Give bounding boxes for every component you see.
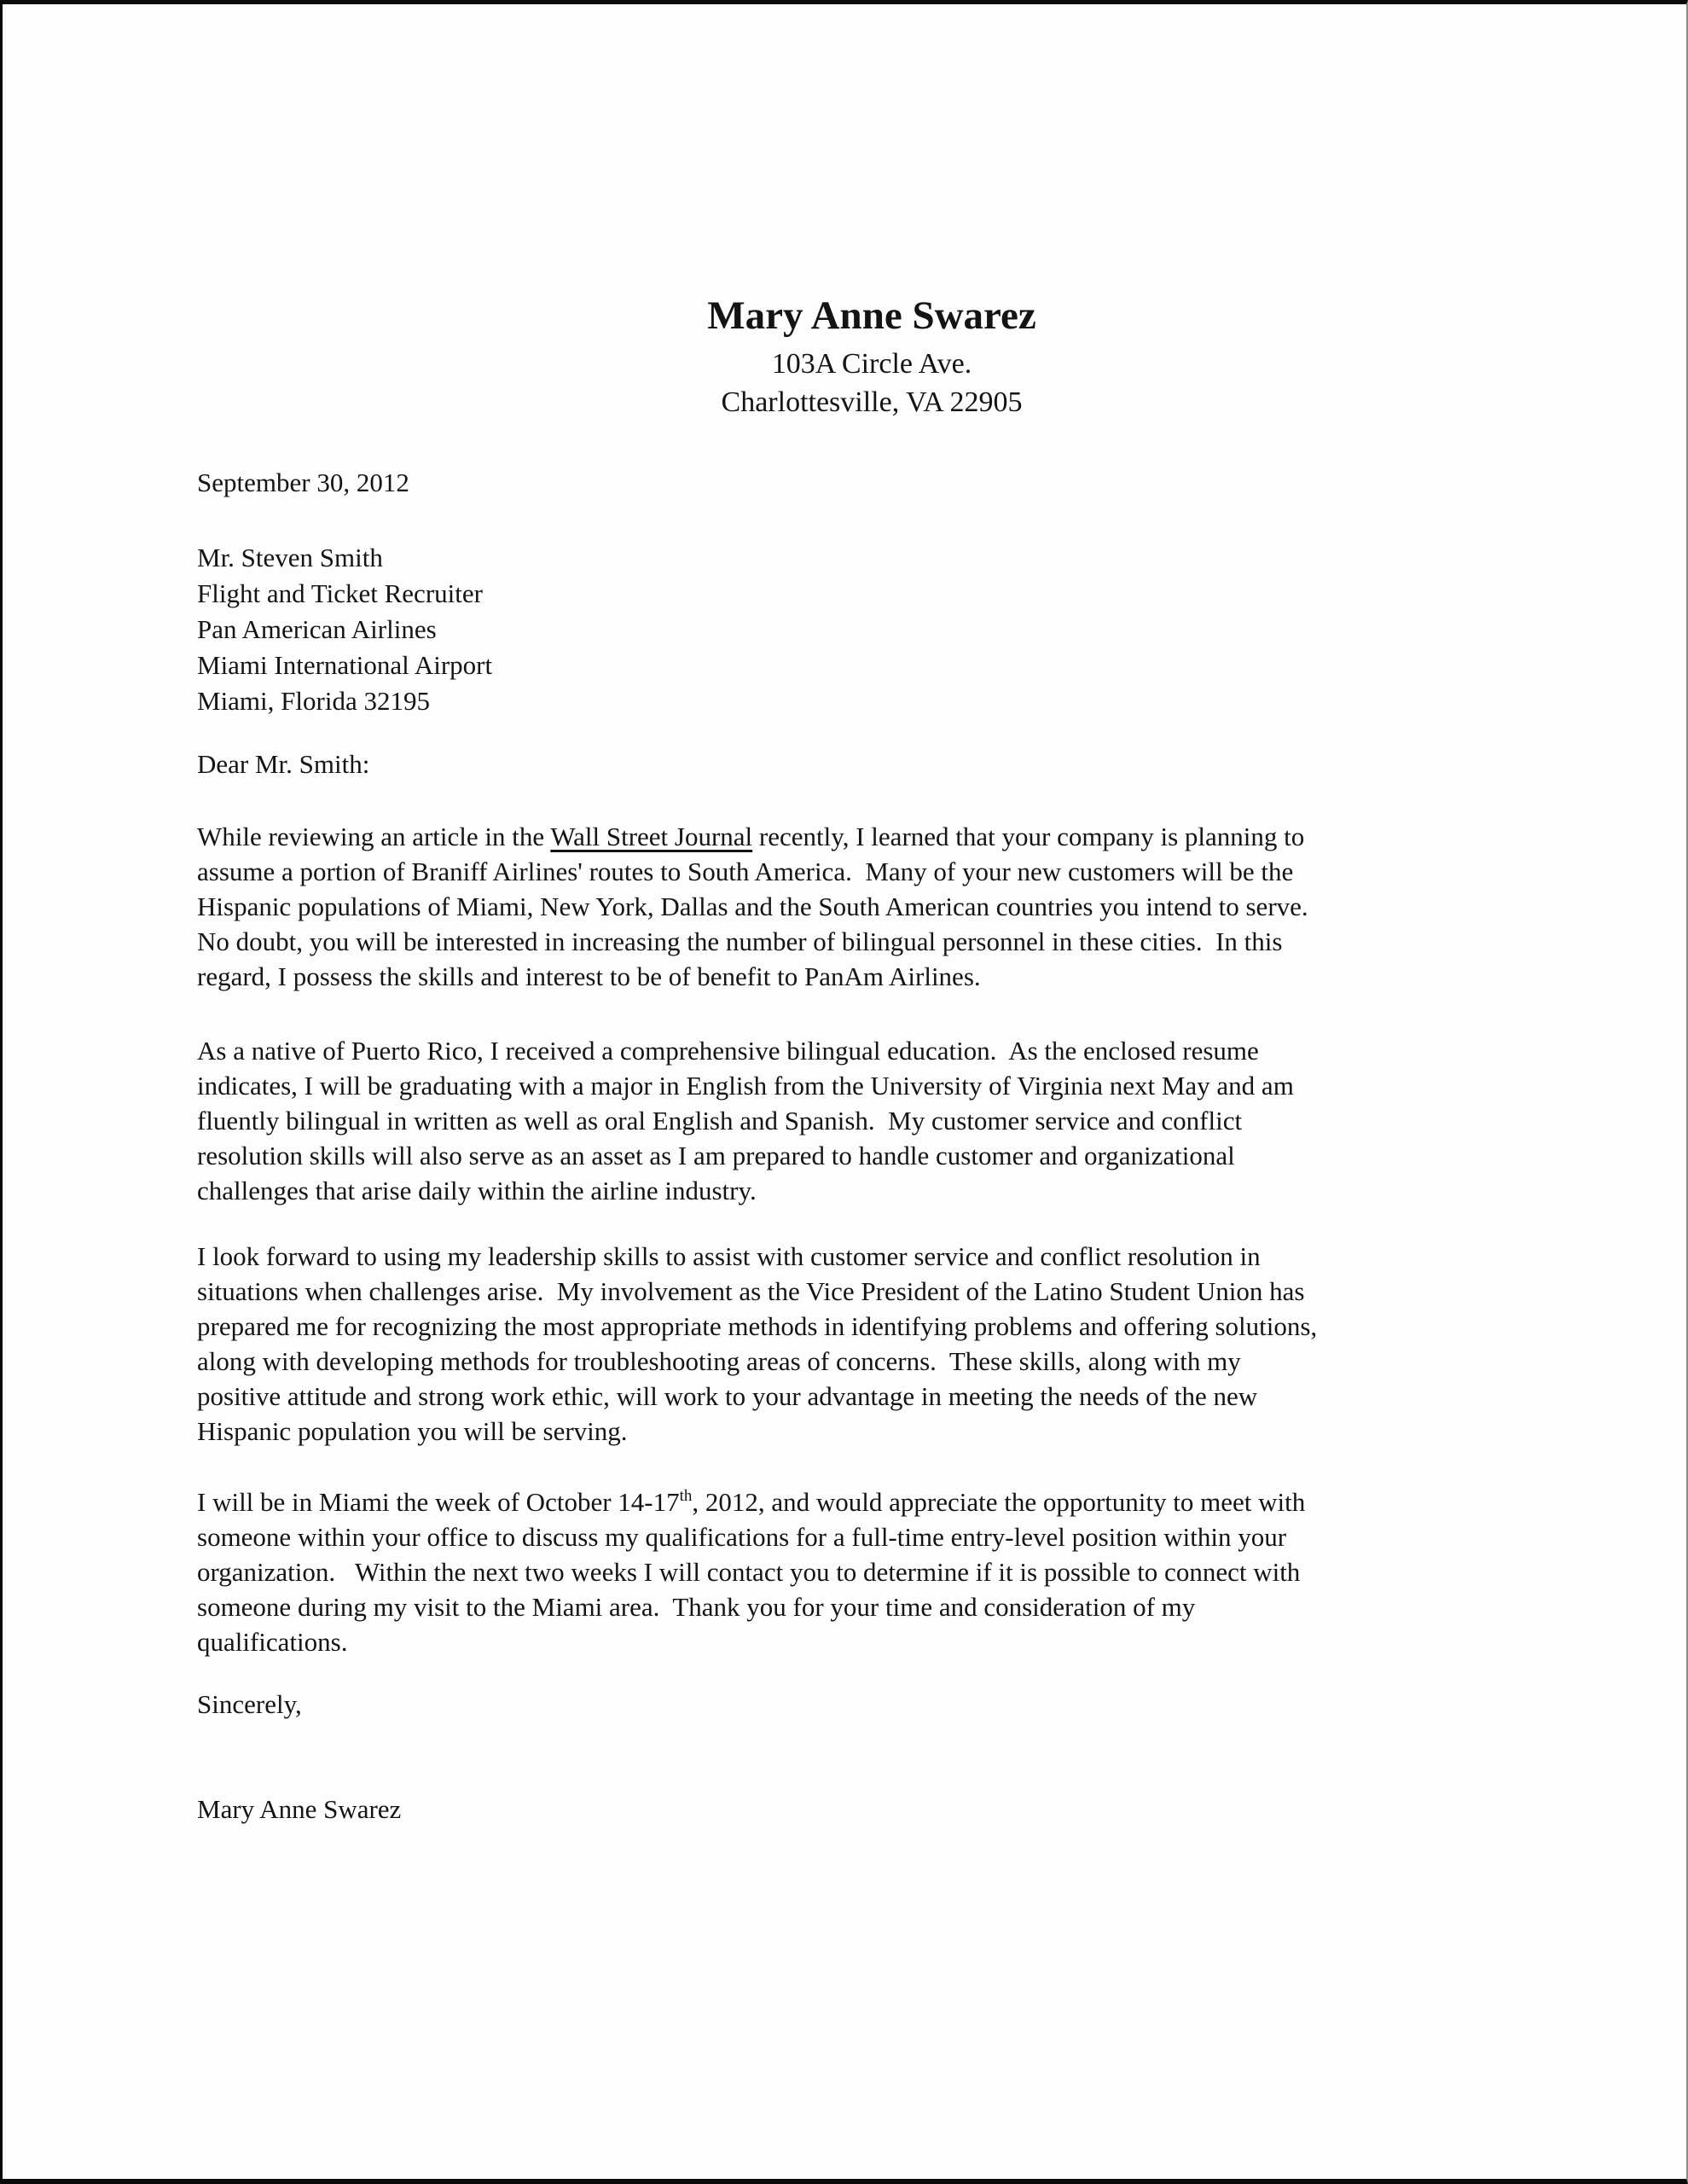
text-line [197, 1068, 1503, 1103]
text-line [197, 889, 1503, 924]
text-segment: As a native of Puerto Rico, I received a comprehensive bilingual education. As the enclosed resume [197, 1036, 1259, 1066]
body-paragraph-3 [197, 1239, 1503, 1449]
sender-address-line2: Charlottesville, VA 22905 [721, 386, 1023, 418]
text-segment: , 2012, and would appreciate the opportunity to meet with [692, 1487, 1306, 1517]
text-line [197, 1103, 1503, 1138]
text-line [197, 924, 1503, 959]
text-line [197, 1519, 1503, 1554]
body-paragraph-4 [197, 1478, 1503, 1659]
text-segment: prepared me for recognizing the most appropriate methods in identifying problems and offering solutions, [197, 1311, 1318, 1341]
text-segment: resolution skills will also serve as an asset as I am prepared to handle customer and organizational [197, 1141, 1235, 1170]
body-paragraph-1 [197, 819, 1503, 994]
letter-date: September 30, 2012 [197, 468, 409, 497]
recipient-address-block [197, 540, 1503, 719]
text-line: Flight and Ticket Recruiter [197, 578, 483, 608]
text-segment: challenges that arise daily within the airline industry. [197, 1176, 757, 1205]
text-line [197, 819, 1503, 854]
text-line: Mr. Steven Smith [197, 543, 383, 572]
underlined-text: Wall Street Journal [550, 822, 753, 851]
text-line [197, 1274, 1503, 1309]
text-segment: Hispanic population you will be serving. [197, 1416, 628, 1446]
text-line: Miami, Florida 32195 [197, 686, 430, 716]
superscript-text: th [679, 1487, 693, 1505]
text-line [197, 1554, 1503, 1589]
text-line [197, 1624, 1503, 1659]
text-segment: I look forward to using my leadership skills to assist with customer service and conflict resolution in [197, 1241, 1261, 1271]
text-line: Miami International Airport [197, 650, 493, 680]
text-line [197, 1173, 1503, 1208]
text-segment: While reviewing an article in the [197, 822, 551, 851]
text-segment: someone within your office to discuss my qualifications for a full-time entry-level position within your [197, 1522, 1287, 1552]
letter-header [30, 291, 1688, 421]
text-segment: assume a portion of Braniff Airlines' routes to South America. Many of your new customers will be the [197, 857, 1294, 886]
text-line [197, 854, 1503, 889]
text-segment: No doubt, you will be interested in increasing the number of bilingual personnel in these cities. In this [197, 926, 1283, 956]
text-line [197, 1033, 1503, 1068]
text-line [197, 1379, 1503, 1414]
text-segment: qualifications. [197, 1627, 348, 1657]
valediction: Sincerely, [197, 1689, 302, 1719]
text-segment: along with developing methods for troubleshooting areas of concerns. These skills, along with my [197, 1346, 1241, 1376]
text-line [197, 1309, 1503, 1344]
body-paragraph-2 [197, 1033, 1503, 1208]
text-segment: indicates, I will be graduating with a major in English from the University of Virginia next May and am [197, 1071, 1294, 1101]
salutation: Dear Mr. Smith: [197, 749, 370, 779]
signature-name: Mary Anne Swarez [197, 1794, 402, 1824]
text-line [197, 1138, 1503, 1173]
sender-address-line1: 103A Circle Ave. [771, 347, 972, 380]
text-line [197, 1344, 1503, 1379]
text-segment: recently, I learned that your company is planning to [752, 822, 1305, 851]
text-segment: I will be in Miami the week of October 14-17 [197, 1487, 680, 1517]
text-segment: organization. Within the next two weeks I will contact you to determine if it is possible to connect with [197, 1557, 1301, 1587]
text-line [197, 1478, 1503, 1519]
text-line: Pan American Airlines [197, 614, 437, 644]
text-segment: positive attitude and strong work ethic, will work to your advantage in meeting the needs of the new [197, 1381, 1258, 1411]
text-line [197, 1589, 1503, 1624]
text-line [197, 1239, 1503, 1274]
text-line [197, 1414, 1503, 1449]
text-segment: situations when challenges arise. My involvement as the Vice President of the Latino Student Union has [197, 1276, 1305, 1306]
sender-name: Mary Anne Swarez [707, 293, 1036, 338]
text-segment: regard, I possess the skills and interest to be of benefit to PanAm Airlines. [197, 961, 981, 991]
text-segment: someone during my visit to the Miami area. Thank you for your time and consideration of my [197, 1592, 1196, 1622]
text-line [197, 959, 1503, 994]
text-segment: Hispanic populations of Miami, New York, Dallas and the South American countries you intend to serve. [197, 892, 1308, 921]
text-segment: fluently bilingual in written as well as oral English and Spanish. My customer service and conflict [197, 1106, 1243, 1136]
